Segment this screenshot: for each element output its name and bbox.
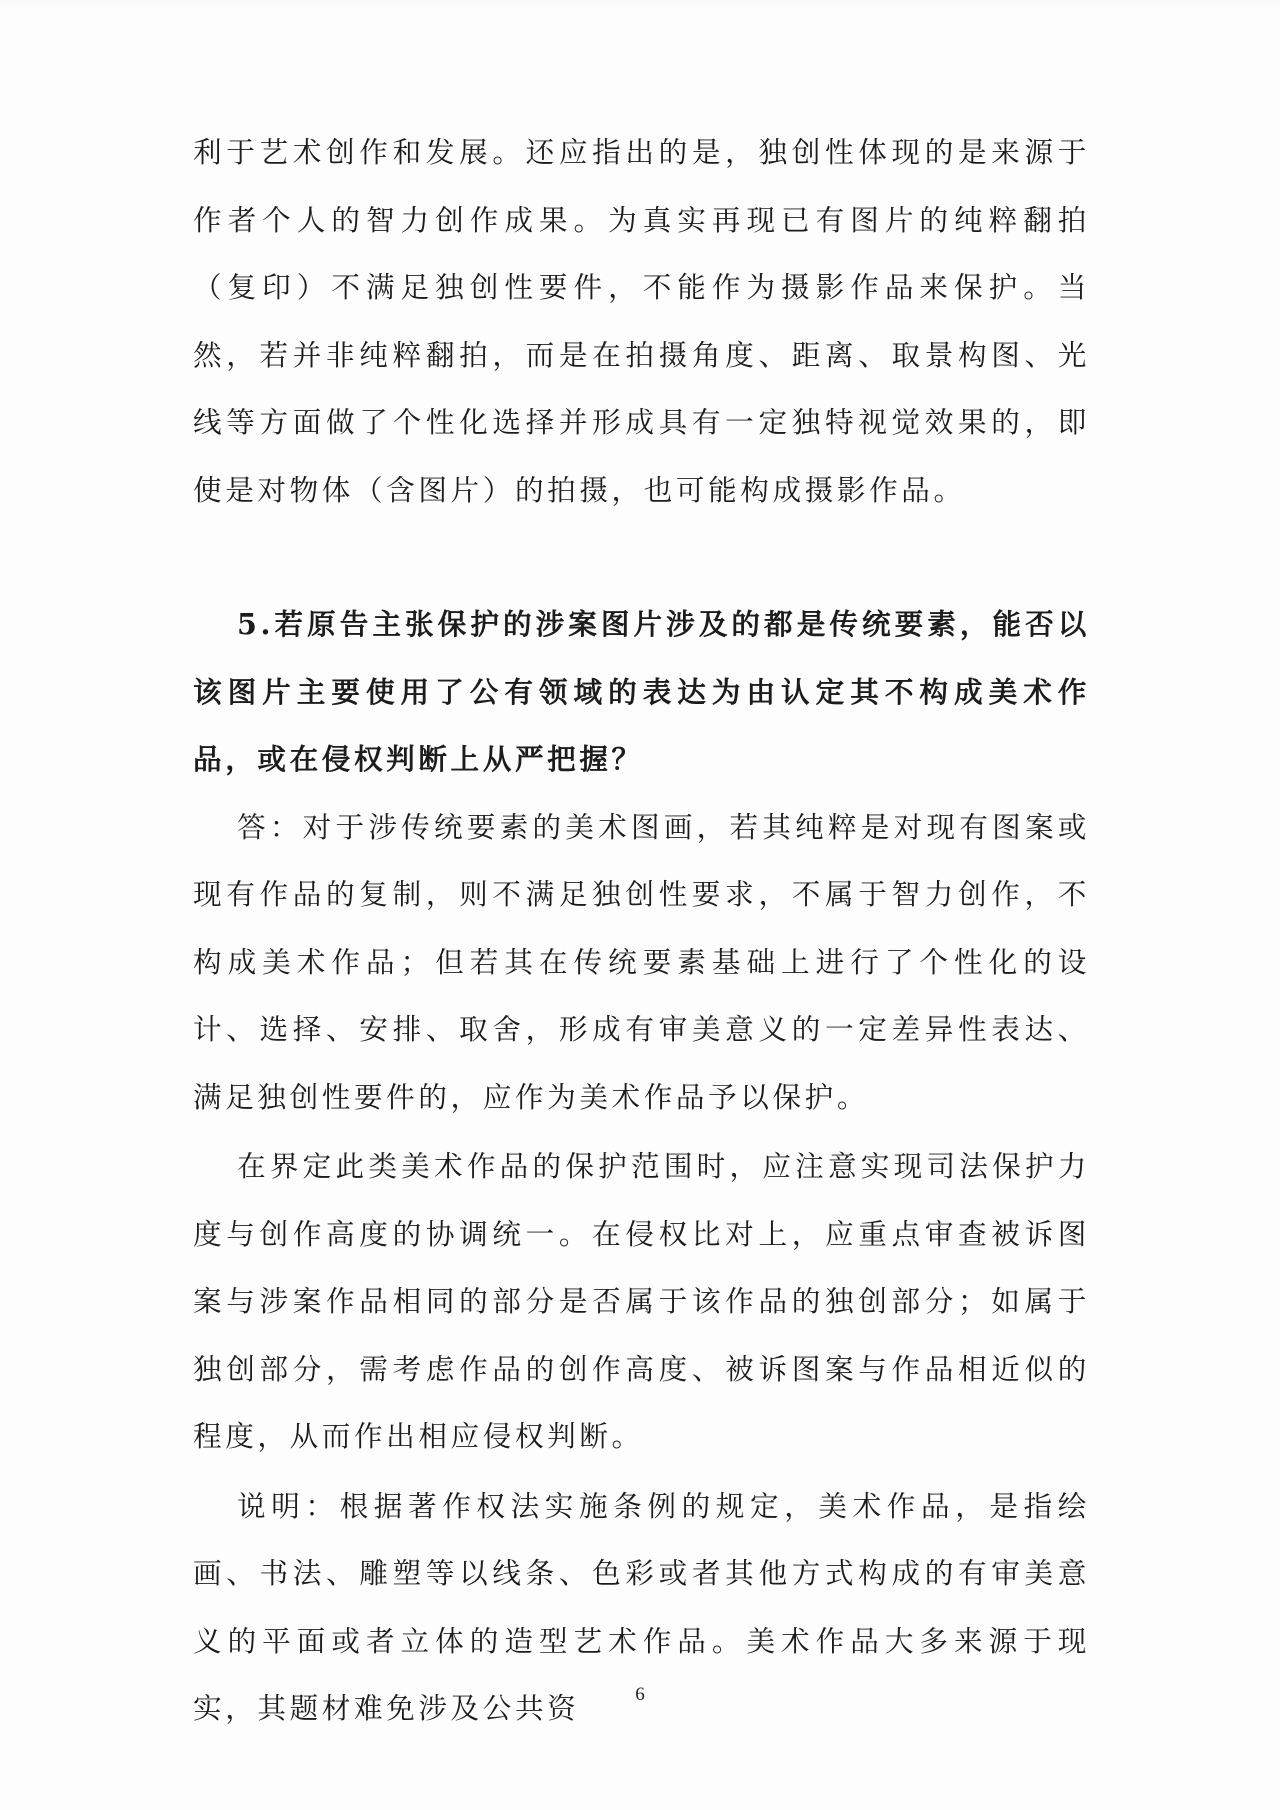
page-number: 6 xyxy=(635,1684,645,1705)
explanation-paragraph: 说明：根据著作权法实施条例的规定，美术作品，是指绘画、书法、雕塑等以线条、色彩或者其他方式构成的有审美意义的平面或者立体的造型艺术作品。美术作品大多来源于现实，其题材难免涉及公共资 xyxy=(193,1488,1090,1725)
paragraph-photography-originality xyxy=(193,119,1090,524)
paragraph-continued: 利于艺术创作和发展。还应指出的是，独创性体现的是来源于作者个人的智力创作成果。为真实再现已有图片的纯粹翻拍（复印）不满足独创性要件，不能作为摄影作品来保护。当然，若并非纯粹翻拍，而是在拍摄角度、距离、取景构图、光线等方面做了个性化选择并形成具有一定独特视觉效果的，即使是对物体（含图片）的拍摄，也可能构成摄影作品。 xyxy=(193,135,1090,507)
question-section xyxy=(193,591,1090,1743)
protection-scope-paragraph: 在界定此类美术作品的保护范围时，应注意实现司法保护力度与创作高度的协调统一。在侵权比对上，应重点审查被诉图案与涉案作品相同的部分是否属于该作品的独创部分；如属于独创部分，需考虑作品的创作高度、被诉图案与作品相近似的程度，从而作出相应侵权判断。 xyxy=(193,1149,1090,1453)
question-heading-5: 5.若原告主张保护的涉案图片涉及的都是传统要素，能否以该图片主要使用了公有领域的表达为由认定其不构成美术作品，或在侵权判断上从严把握？ xyxy=(193,607,1090,776)
answer-paragraph: 答：对于涉传统要素的美术图画，若其纯粹是对现有图案或现有作品的复制，则不满足独创性要求，不属于智力创作，不构成美术作品；但若其在传统要素基础上进行了个性化的设计、选择、安排、取舍，形成有审美意义的一定差异性表达、满足独创性要件的，应作为美术作品予以保护。 xyxy=(193,809,1090,1114)
